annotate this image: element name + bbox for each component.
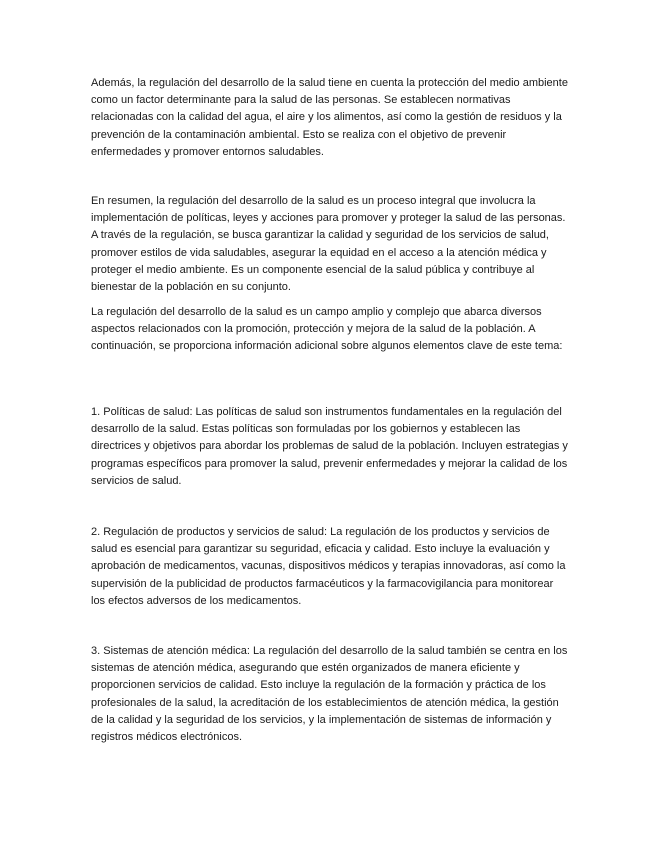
paragraph-health-policies: 1. Políticas de salud: Las políticas de salud son instrumentos fundamentales en la regulación del desarrollo de la salud. Estas políticas son formuladas por los gobiernos y establecen las directrices y objetivos para abordar los problemas de salud de la población. Incluyen estrategias y programas específicos para promover la salud, prevenir enfermedades y mejorar la calidad de los servicios de salud. bbox=[91, 406, 568, 487]
paragraph-introduction: La regulación del desarrollo de la salud es un campo amplio y complejo que abarca diversos aspectos relacionados con la promoción, protección y mejora de la salud de la población. A continuación, se proporciona información adicional sobre algunos elementos clave de este tema: bbox=[91, 306, 563, 353]
paragraph-summary: En resumen, la regulación del desarrollo de la salud es un proceso integral que involucra la implementación de políticas, leyes y acciones para promover y proteger la salud de las personas. A través de la regulación, se busca garantizar la calidad y seguridad de los servicios de salud, promover estilos de vida saludables, asegurar la equidad en el acceso a la atención médica y proteger el medio ambiente. Es un componente esencial de la salud pública y contribuye al bienestar de la población en su conjunto. bbox=[91, 195, 566, 294]
paragraph-care-systems: 3. Sistemas de atención médica: La regulación del desarrollo de la salud también se centra en los sistemas de atención médica, asegurando que estén organizados de manera eficiente y proporcionen servicios de calidad. Esto incluye la regulación de la formación y práctica de los profesionales de la salud, la acreditación de los establecimientos de atención médica, la gestión de la calidad y la seguridad de los servicios, y la implementación de sistemas de información y registros médicos electrónicos. bbox=[91, 645, 568, 744]
paragraph-products-services: 2. Regulación de productos y servicios de salud: La regulación de los productos y servicios de salud es esencial para garantizar su seguridad, eficacia y calidad. Esto incluye la evaluación y aprobación de medicamentos, vacunas, dispositivos médicos y terapias innovadoras, así como la supervisión de la publicidad de productos farmacéuticos y la farmacovigilancia para monitorear los efectos adversos de los medicamentos. bbox=[91, 526, 566, 607]
paragraph-environment: Además, la regulación del desarrollo de la salud tiene en cuenta la protección del medio ambiente como un factor determinante para la salud de las personas. Se establecen normativas relacionadas con la calidad del agua, el aire y los alimentos, así como la gestión de residuos y la prevención de la contaminación ambiental. Esto se realiza con el objetivo de prevenir enfermedades y promover entornos saludables. bbox=[91, 77, 568, 158]
